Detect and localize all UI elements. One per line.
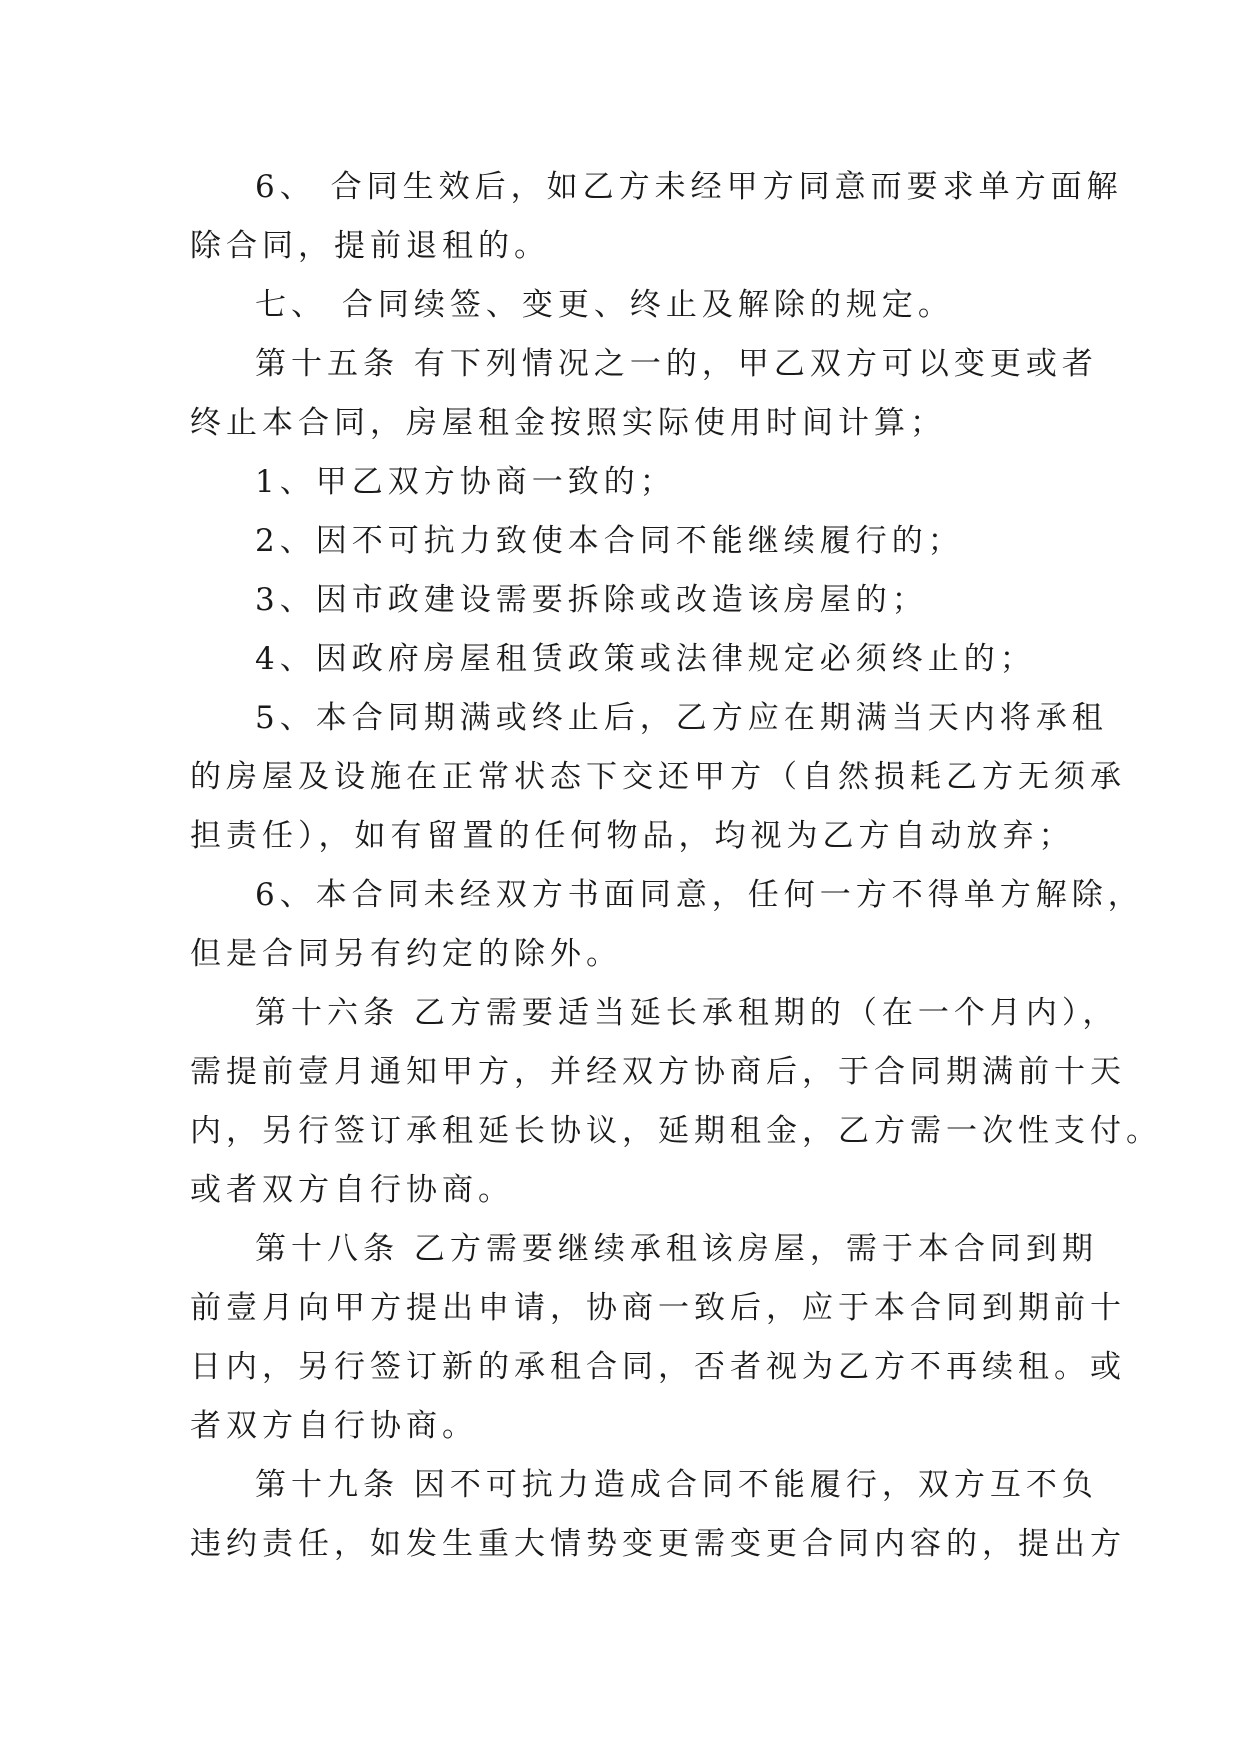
list-item: 1、甲乙双方协商一致的； xyxy=(255,464,676,500)
text-line: 日内，另行签订新的承租合同，否者视为乙方不再续租。或 xyxy=(190,1349,1126,1385)
list-item: 4、因政府房屋租赁政策或法律规定必须终止的； xyxy=(255,641,1036,677)
text-line: 违约责任，如发生重大情势变更需变更合同内容的，提出方 xyxy=(190,1526,1126,1562)
text-line: 但是合同另有约定的除外。 xyxy=(190,936,622,972)
article-line: 第十九条 因不可抗力造成合同不能履行，双方互不负 xyxy=(255,1467,1098,1503)
text-line: 终止本合同，房屋租金按照实际使用时间计算； xyxy=(190,405,946,441)
article-line: 第十五条 有下列情况之一的，甲乙双方可以变更或者 xyxy=(255,346,1098,382)
text-line: 者双方自行协商。 xyxy=(190,1408,478,1444)
list-item: 5、本合同期满或终止后，乙方应在期满当天内将承租 xyxy=(255,700,1108,736)
list-item: 2、因不可抗力致使本合同不能继续履行的； xyxy=(255,523,964,559)
text-line: 的房屋及设施在正常状态下交还甲方（自然损耗乙方无须承 xyxy=(190,759,1126,795)
article-line: 第十八条 乙方需要继续承租该房屋，需于本合同到期 xyxy=(255,1231,1098,1267)
list-item: 6、本合同未经双方书面同意，任何一方不得单方解除， xyxy=(255,877,1144,913)
section-heading: 七、 合同续签、变更、终止及解除的规定。 xyxy=(255,287,954,323)
text-line: 内，另行签订承租延长协议，延期租金，乙方需一次性支付。 xyxy=(190,1113,1162,1149)
text-line: 需提前壹月通知甲方，并经双方协商后，于合同期满前十天 xyxy=(190,1054,1126,1090)
document-page xyxy=(190,158,1162,1574)
text-line: 前壹月向甲方提出申请，协商一致后，应于本合同到期前十 xyxy=(190,1290,1126,1326)
text-line: 除合同，提前退租的。 xyxy=(190,228,550,264)
text-line: 或者双方自行协商。 xyxy=(190,1172,514,1208)
article-line: 第十六条 乙方需要适当延长承租期的（在一个月内）， xyxy=(255,995,1119,1031)
text-line: 担责任），如有留置的任何物品，均视为乙方自动放弃； xyxy=(190,818,1075,854)
list-item: 3、因市政建设需要拆除或改造该房屋的； xyxy=(255,582,928,618)
text-line: 6、 合同生效后，如乙方未经甲方同意而要求单方面解 xyxy=(255,169,1123,205)
